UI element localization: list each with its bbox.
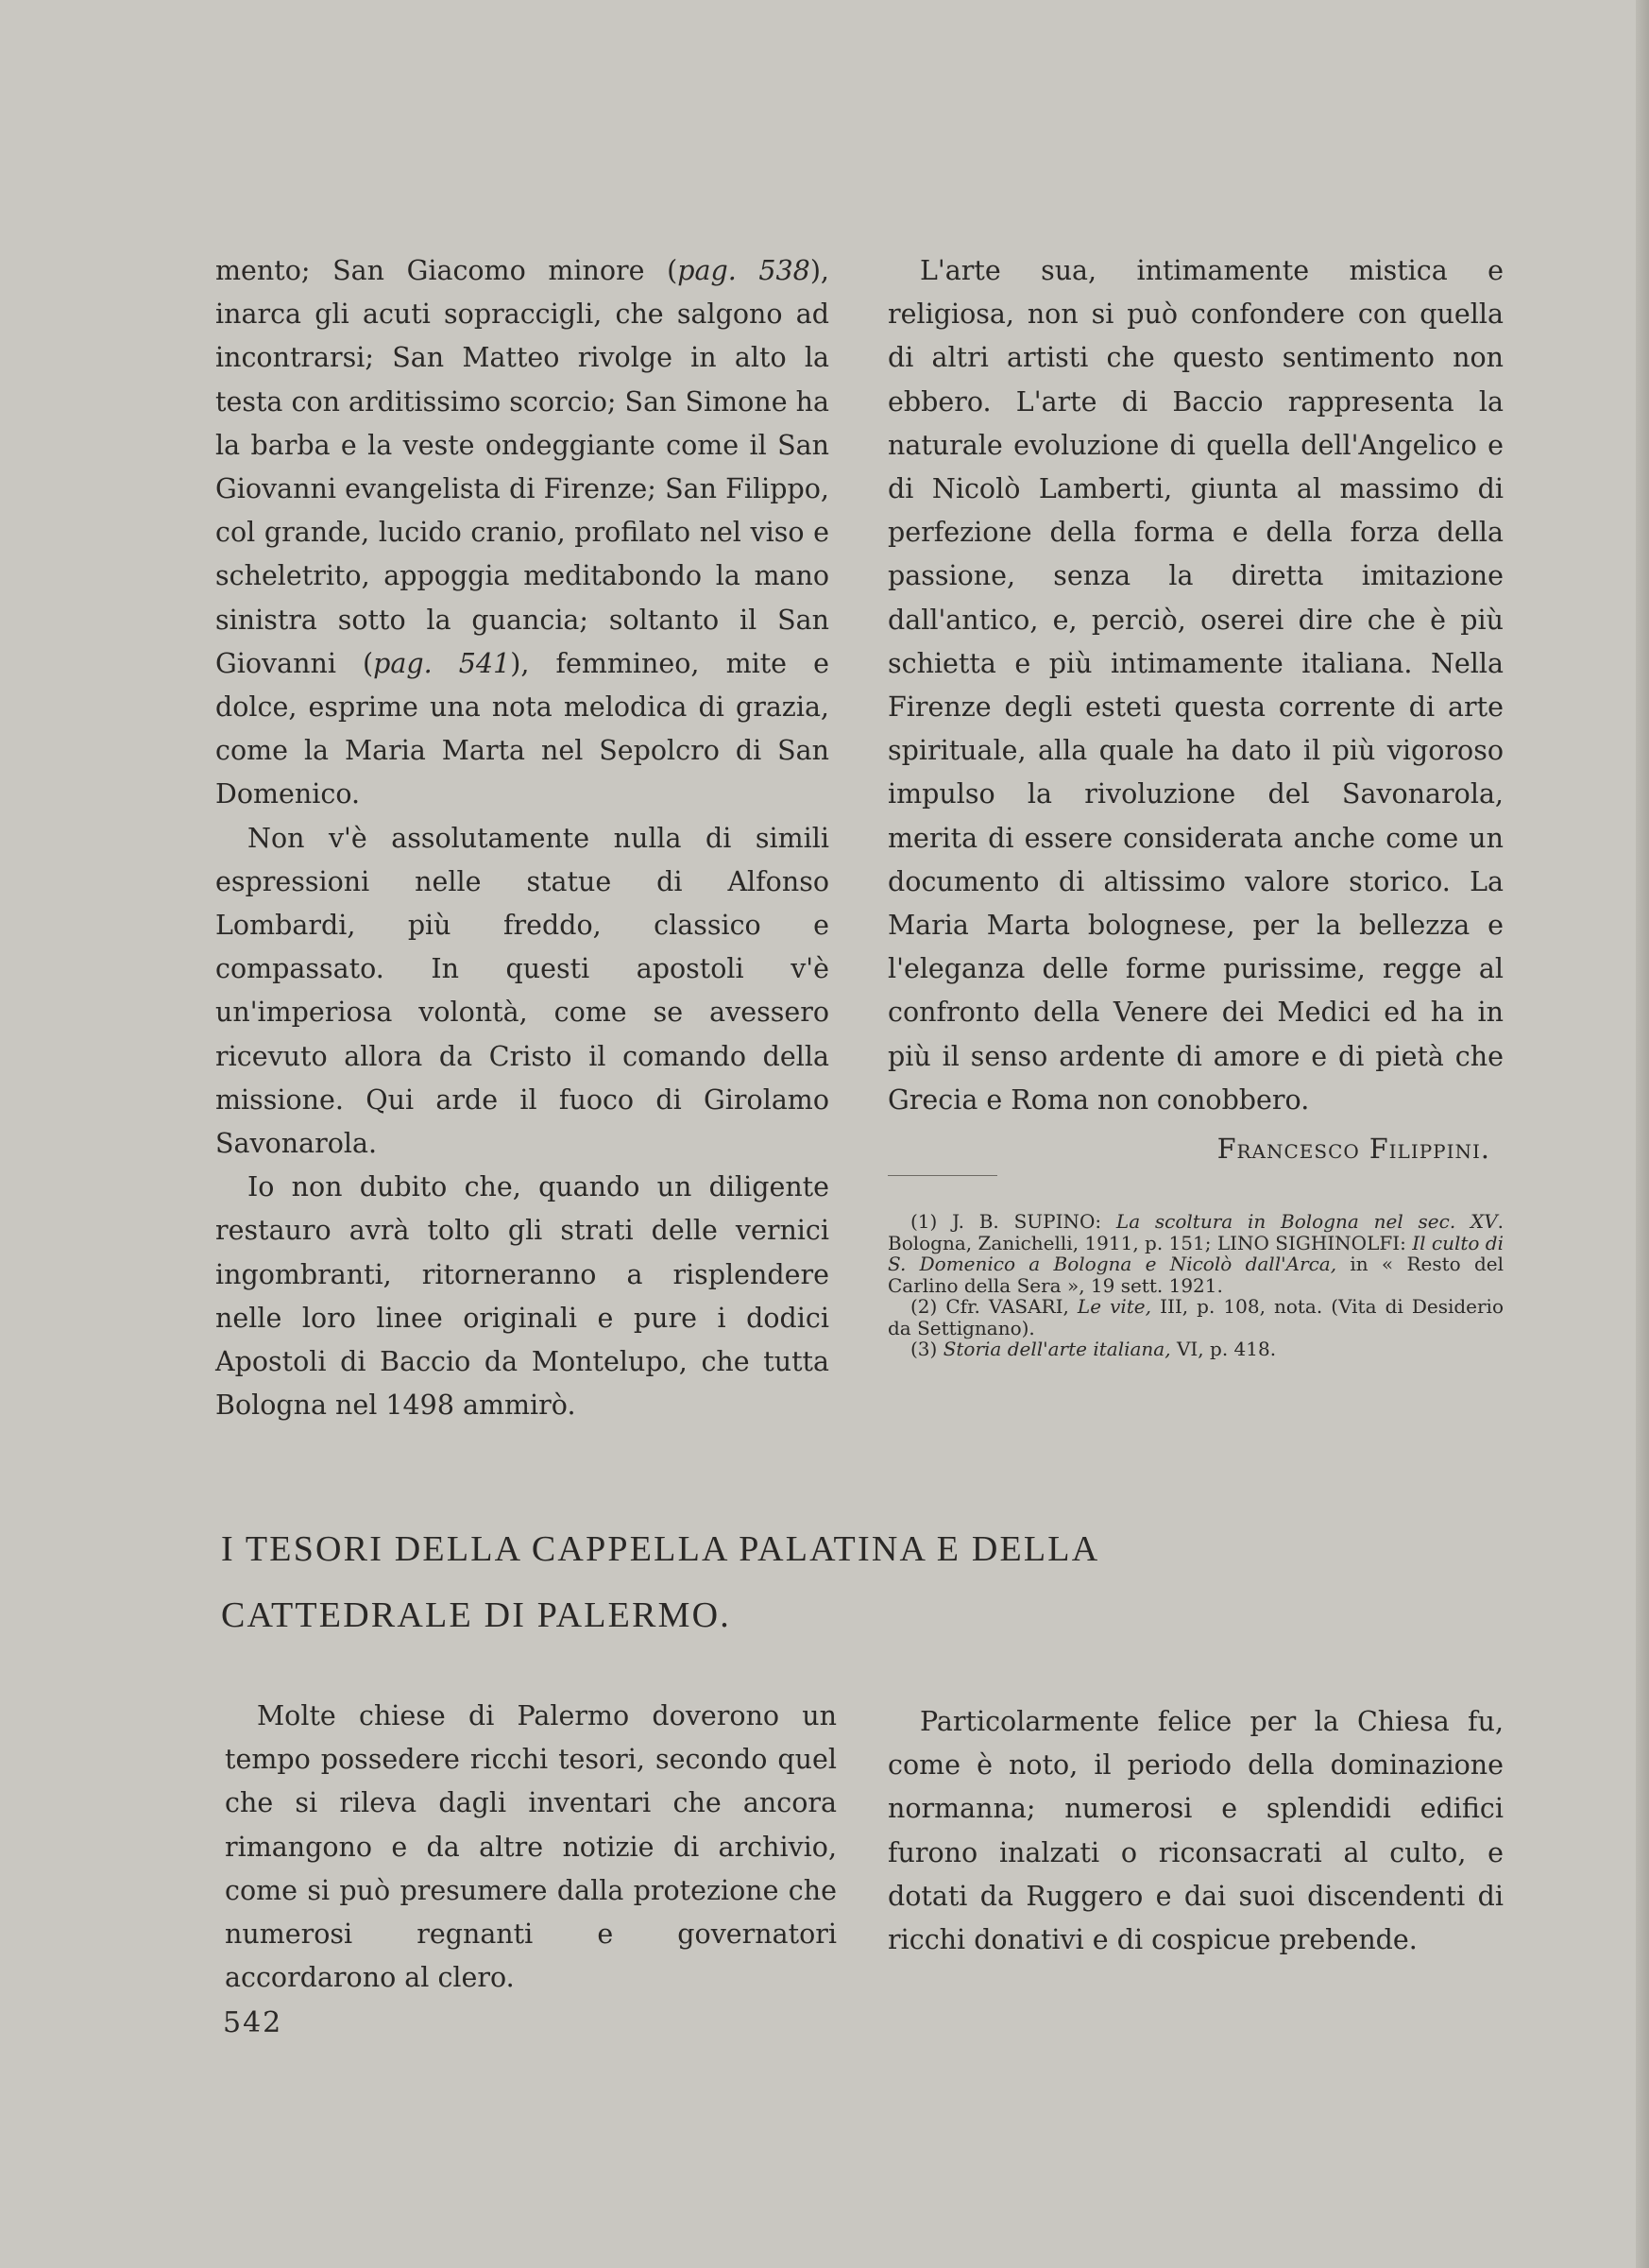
section-title-line-2: CATTEDRALE DI PALERMO. [221,1595,731,1635]
author-signature: Francesco Filippini. [1216,1134,1490,1166]
page-gutter-edge [1636,0,1649,2268]
footnote-divider [888,1175,997,1176]
footnote-1: (1) J. B. SUPINO: La scoltura in Bologna nel sec. XV. Bologna, Zanichelli, 1911, p. 151; LINO SIGHINOLFI: Il culto di S. Domenico a Bologna e Nicolò dall'Arca, in « Resto del Carlino della Sera », 19 sett. 1921. [888,1210,1504,1297]
section-paragraph-2: Particolarmente felice per la Chiesa fu, come è noto, il periodo della dominazione normanna; numerosi e splendidi edifici furono inalzati o riconsacrati al culto, e dotati da Ruggero e dai suoi discendenti di ricchi donativi e di cospicue prebende. [888,1706,1504,1956]
page-reference: pag. 541 [373,647,511,679]
page-number: 542 [223,2006,283,2039]
section-title-line-1: I TESORI DELLA CAPPELLA PALATINA E DELLA [221,1529,1100,1569]
footnote-2: (2) Cfr. VASARI, Le vite, III, p. 108, nota. (Vita di Desiderio da Settignano). [888,1295,1504,1339]
paragraph-3: Io non dubito che, quando un diligente restauro avrà tolto gli strati delle vernici ingombranti, ritorneranno a risplendere nelle loro linee originali e pure i dodici Apostoli di Baccio da Montelupo, che tutta Bologna nel 1498 ammirò. [215,1171,829,1422]
paragraph-1: mento; San Giacomo minore (pag. 538), inarca gli acuti sopraccigli, che salgono ad incontrarsi; San Matteo rivolge in alto la testa con arditissimo scorcio; San Simone ha la barba e la veste ondeggiante come il San Giovanni evangelista di Firenze; San Filippo, col grande, lucido cranio, profilato nel viso e scheletrito, appoggia meditabondo la mano sinistra sotto la guancia; soltanto il San Giovanni (pag. 541), femmineo, mite e dolce, esprime una nota melodica di grazia, come la Maria Marta nel Sepolcro di San Domenico. [215,255,829,810]
right-column-text [888,249,1504,1171]
section-right-column [888,1700,1504,1962]
section-paragraph-1: Molte chiese di Palermo doverono un tempo possedere ricchi tesori, secondo quel che si rileva dagli inventari che ancora rimangono e da altre notizie di archivio, come si può presumere dalla protezione che numerosi regnanti e governatori accordarono al clero. [225,1700,837,1994]
page-reference: pag. 538 [677,255,810,286]
paragraph-2: Non v'è assolutamente nulla di simili espressioni nelle statue di Alfonso Lombardi, più freddo, classico e compassato. In questi apostoli v'è un'imperiosa volontà, come se avessero ricevuto allora da Cristo il comando della missione. Qui arde il fuoco di Girolamo Savonarola. [215,822,829,1160]
paragraph-4: L'arte sua, intimamente mistica e religiosa, non si può confondere con quella di altri artisti che questo sentimento non ebbero. L'arte di Baccio rappresenta la naturale evoluzione di quella dell'Angelico e di Nicolò Lamberti, giunta al massimo di perfezione della forma e della forza della passione, senza la diretta imitazione dall'antico, e, perciò, oserei dire che è più schietta e più intimamente italiana. Nella Firenze degli esteti questa corrente di arte spirituale, alla quale ha dato il più vigoroso impulso la rivoluzione del Savonarola, merita di essere considerata anche come un documento di altissimo valore storico. La Maria Marta bolognese, per la bellezza e l'eleganza delle forme purissime, regge al confronto della Venere dei Medici ed ha in più il senso ardente di amore e di pietà che Grecia e Roma non conobbero. [888,255,1504,1116]
footnotes [888,1211,1504,1360]
footnote-3: (3) Storia dell'arte italiana, VI, p. 418. [910,1338,1277,1360]
section-left-column [225,1695,837,2000]
left-column-text [215,249,829,1427]
